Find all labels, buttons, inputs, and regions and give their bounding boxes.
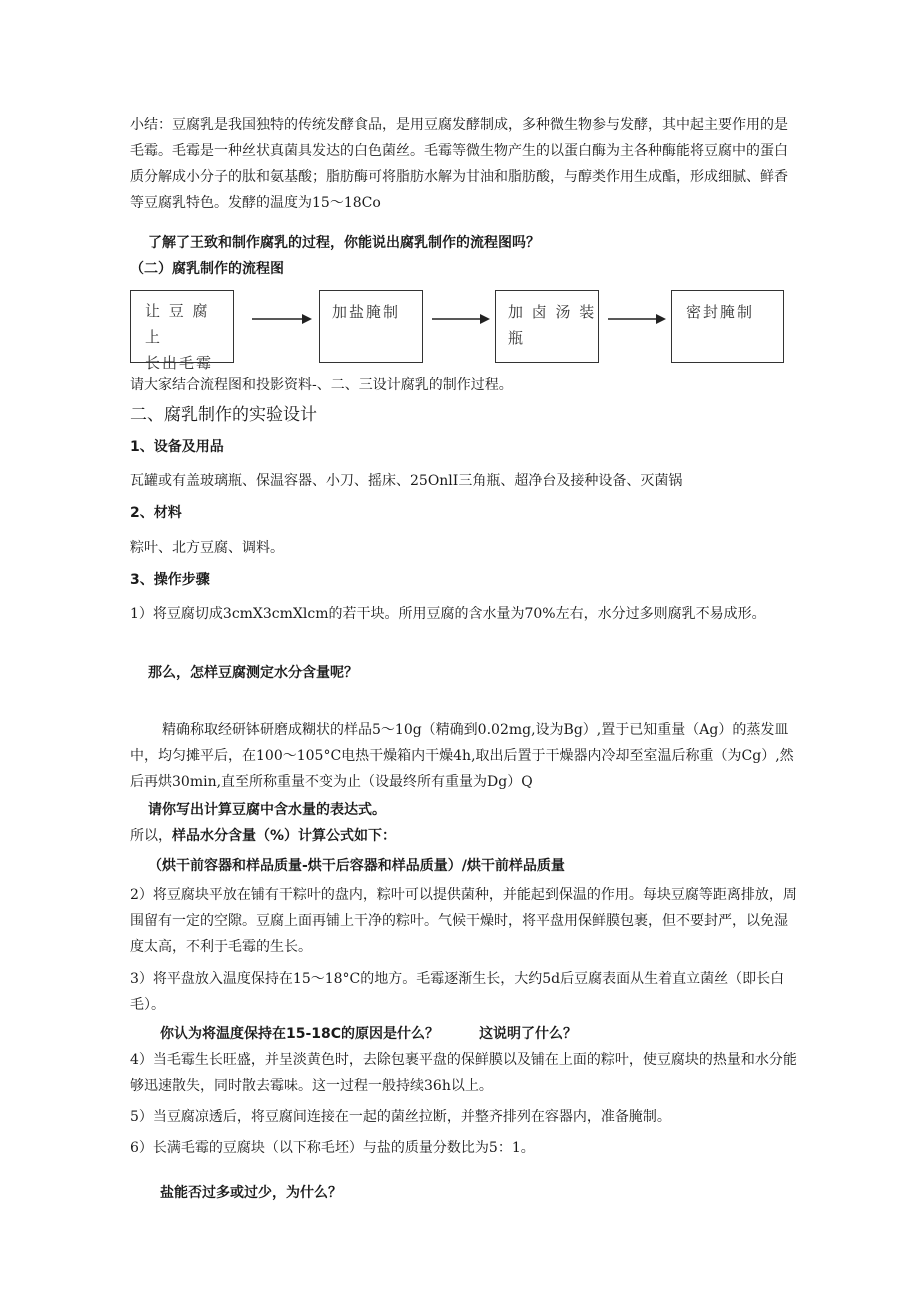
step-3: 3）将平盘放入温度保持在15～18°C的地方。毛霉逐渐生长，大约5d后豆腐表面从生着直立菌丝（即长白毛）。 <box>130 971 785 1013</box>
step-2: 2）将豆腐块平放在铺有干粽叶的盘内，粽叶可以提供菌种，并能起到保温的作用。每块豆腐等距离排放，周围留有一定的空隙。豆腐上面再铺上干净的粽叶。气候干燥时，将平盘用保鲜膜包裹，但不要封严，以免湿度太高，不利于毛霉的生长。 <box>130 887 797 955</box>
formula-intro-lead: 所以， <box>130 828 172 844</box>
formula-intro <box>130 823 798 849</box>
materials-text: 粽叶、北方豆腐、调料。 <box>130 540 284 556</box>
step-6: 6）长满毛霉的豆腐块（以下称毛坯）与盐的质量分数比为5：1。 <box>130 1140 535 1156</box>
flowchart-heading: （二）腐乳制作的流程图 <box>130 261 284 277</box>
flow-step-seal-label: 密封腌制 <box>686 303 755 321</box>
flow-step-seal <box>671 290 784 363</box>
step-4: 4）当毛霉生长旺盛，并呈淡黄色时，去除包裹平盘的保鲜膜以及铺在上面的粽叶，使豆腐块的热量和水分能够迅速散失，同时散去霉味。这一过程一般持续36h以上。 <box>130 1052 797 1094</box>
flow-step-grow-mold <box>130 290 234 372</box>
question-water-content: 那么，怎样豆腐测定水分含量呢？ <box>148 665 358 681</box>
section-2-title: 二、腐乳制作的实验设计 <box>130 405 317 425</box>
steps-heading: 3、操作步骤 <box>130 572 210 588</box>
question-expression: 请你写出计算豆腐中含水量的表达式。 <box>148 802 386 818</box>
equipment-heading: 1、设备及用品 <box>130 439 224 455</box>
step-1: 1）将豆腐切成3cmX3cmXlcm的若干块。所用豆腐的含水量为70%左右，水分过多则腐乳不易成形。 <box>130 606 766 622</box>
flow-step-brine-bottle <box>495 290 599 363</box>
water-measure-method: 精确称取经研钵研磨成糊状的样品5～10g（精确到0.02mg,设为Bg）,置于已知重量（Ag）的蒸发皿中，均匀摊平后，在100～105°C电热干燥箱内干燥4h,取出后置于干燥器内冷却至室温后称重（为Cg）,然后再烘30min,直至所称重量不变为止（设最终所有重量为Dg）Q <box>130 722 794 790</box>
question-flowchart: 了解了王致和制作腐乳的过程，你能说出腐乳制作的流程图吗？ <box>148 235 540 251</box>
flow-step-grow-mold-line1: 让 豆 腐 上 <box>145 302 210 346</box>
equipment-text: 瓦罐或有盖玻璃瓶、保温容器、小刀、摇床、25OnlI三角瓶、超净台及接种设备、灭菌锅 <box>130 473 683 489</box>
flow-instruction: 请大家结合流程图和投影资料-、二、三设计腐乳的制作过程。 <box>130 377 513 393</box>
summary-paragraph: 小结：豆腐乳是我国独特的传统发酵食品，是用豆腐发酵制成，多种微生物参与发酵，其中起主要作用的是毛霉。毛霉是一种丝状真菌具发达的白色菌丝。毛霉等微生物产生的以蛋白酶为主各种酶能将豆腐中的蛋白质分解成小分子的肽和氨基酸；脂肪酶可将脂肪水解为甘油和脂肪酸，与醇类作用生成酯，形成细腻、鲜香等豆腐乳特色。发酵的温度为15～18Co <box>130 117 788 211</box>
question-temperature-reason: 你认为将温度保持在15-18C的原因是什么？ <box>160 1026 440 1042</box>
flow-arrow-1 <box>250 311 314 327</box>
water-content-formula: （烘干前容器和样品质量-烘干后容器和样品质量）/烘干前样品质量 <box>148 858 565 874</box>
question-salt: 盐能否过多或过少，为什么？ <box>160 1185 342 1201</box>
question-temperature-meaning: 这说明了什么？ <box>479 1026 578 1042</box>
question-temperature <box>130 1021 828 1047</box>
flow-step-brine-bottle-line2: 瓶 <box>508 329 526 347</box>
materials-heading: 2、材料 <box>130 505 182 521</box>
flow-arrow-3 <box>606 311 668 327</box>
formula-intro-bold: 样品水分含量（%）计算公式如下： <box>172 828 397 844</box>
flow-arrow-2 <box>430 311 492 327</box>
flow-step-salt <box>319 290 423 363</box>
flow-step-grow-mold-line2: 长出毛霉 <box>145 354 214 372</box>
step-5: 5）当豆腐凉透后，将豆腐间连接在一起的菌丝拉断，并整齐排列在容器内，准备腌制。 <box>130 1109 671 1125</box>
flow-step-salt-label: 加盐腌制 <box>332 303 401 321</box>
flow-step-brine-bottle-line1: 加 卤 汤 装 <box>508 303 597 321</box>
